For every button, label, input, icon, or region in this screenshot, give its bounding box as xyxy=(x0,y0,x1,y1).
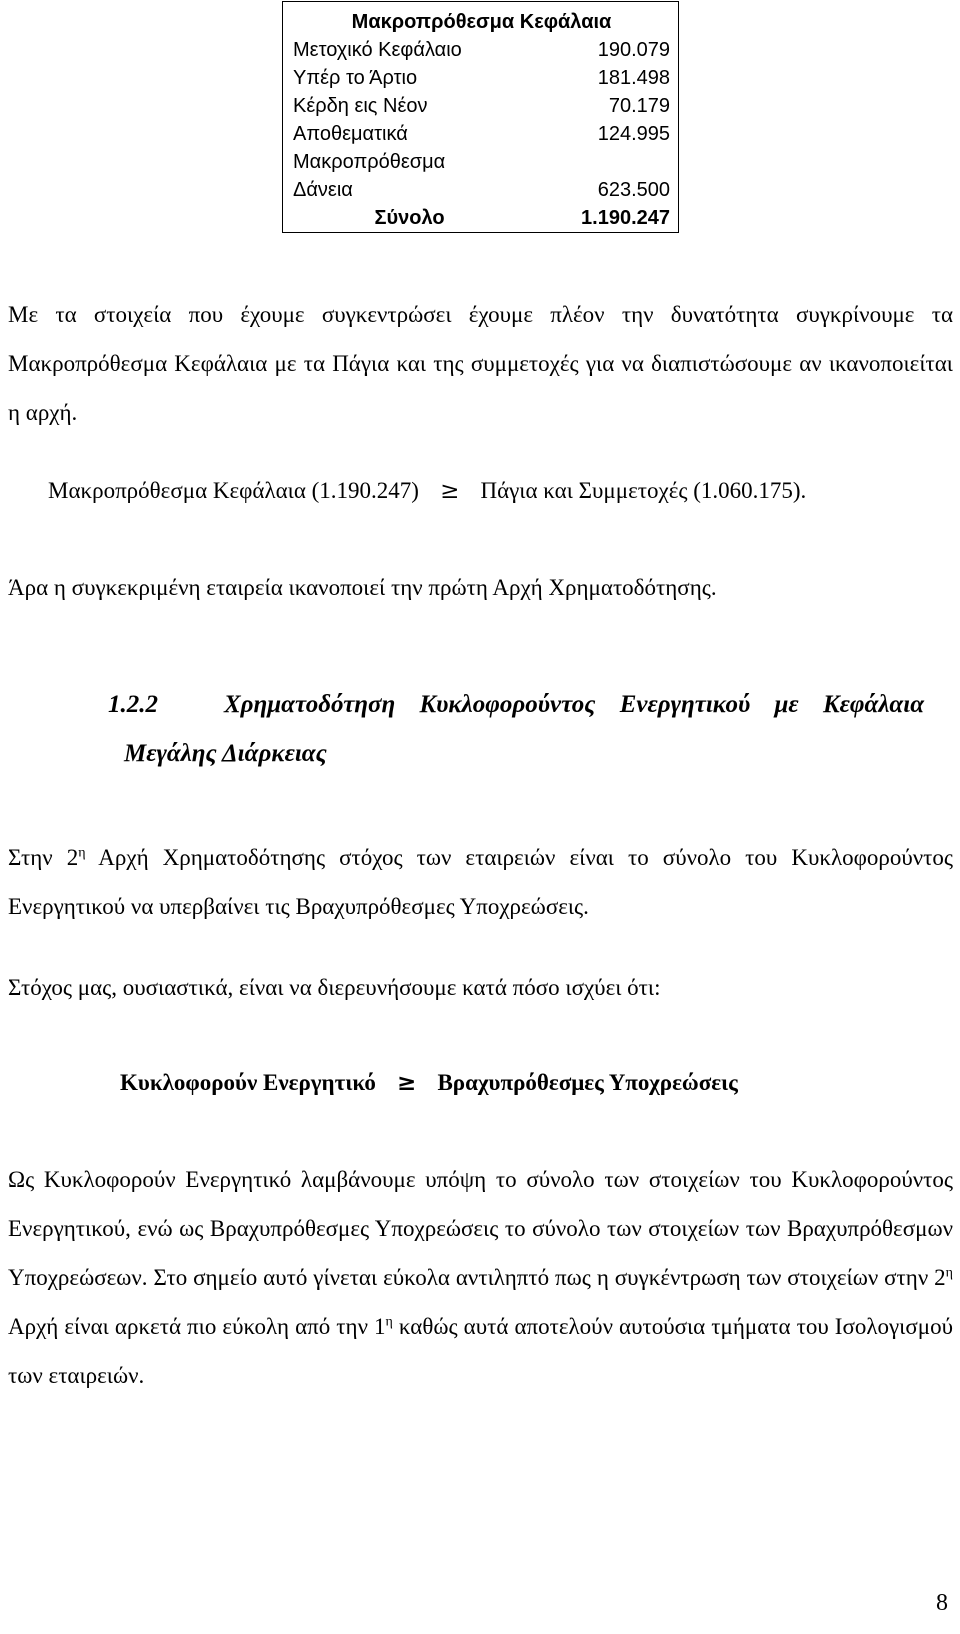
para2-text-b: Αρχή Χρηματοδότησης στόχος των εταιρειών είναι το σύνολο του Κυκλοφορούντος Ενεργητικού να υπερβαίνει τις Βραχυπρόθεσμες Υποχρεώσεις. xyxy=(8,845,953,919)
row-label: Κέρδη εις Νέον xyxy=(293,95,428,117)
comparison-right: Πάγια και Συμμετοχές (1.060.175). xyxy=(480,478,807,503)
row-label: Αποθεματικά xyxy=(293,123,408,145)
row-label xyxy=(283,148,535,204)
comparison-left: Κυκλοφορούν Ενεργητικό xyxy=(120,1070,376,1095)
section-heading xyxy=(8,680,953,778)
para4-text-c: καθώς αυτά αποτελούν αυτούσια τμήματα του Ισολογισμού των εταιρειών. xyxy=(8,1314,953,1388)
row-value: 70.179 xyxy=(608,95,670,117)
long-term-capital-table xyxy=(282,1,679,233)
row-value: 190.079 xyxy=(597,39,670,61)
ordinal-superscript: η xyxy=(78,845,86,861)
row-label: Υπέρ το Άρτιο xyxy=(293,67,418,89)
row-value: 623.500 xyxy=(597,179,670,201)
row-label-line1: Μακροπρόθεσμα xyxy=(293,151,446,173)
row-label: Μετοχικό Κεφάλαιο xyxy=(293,39,462,61)
table-total-row xyxy=(283,204,679,233)
table-row xyxy=(283,36,679,64)
paragraph-goal: Στόχος μας, ουσιαστικά, είναι να διερευνήσουμε κατά πόσο ισχύει ότι: xyxy=(8,975,661,1000)
section-title-line1: Χρηματοδότηση Κυκλοφορούντος Ενεργητικού με Κεφάλαια xyxy=(224,691,925,718)
row-value: 181.498 xyxy=(597,67,670,89)
table-header: Μακροπρόθεσμα Κεφάλαια xyxy=(351,11,612,33)
section-number: 1.2.2 xyxy=(108,691,158,718)
paragraph-second-principle xyxy=(8,833,953,931)
table-row xyxy=(283,92,679,120)
para2-text-a: Στην 2 xyxy=(8,845,79,870)
greater-equal-symbol: ≥ xyxy=(397,1069,417,1096)
comparison-left: Μακροπρόθεσμα Κεφάλαια (1.190.247) xyxy=(48,478,419,503)
comparison-right: Βραχυπρόθεσμες Υποχρεώσεις xyxy=(437,1070,738,1095)
ordinal-superscript: η xyxy=(385,1314,393,1330)
conclusion-text: Άρα η συγκεκριμένη εταιρεία ικανοποιεί την πρώτη Αρχή Χρηματοδότησης. xyxy=(8,575,717,600)
section-title-line2: Μεγάλης Διάρκειας xyxy=(124,740,327,767)
para4-text-a: Ως Κυκλοφορούν Ενεργητικό λαμβάνουμε υπόψη το σύνολο των στοιχείων του Κυκλοφορούντος Ενεργητικού, ενώ ως Βραχυπρόθεσμες Υποχρεώσεις το σύνολο των στοιχείων των Βραχυπρόθεσμων Υποχρεώσεων. Στο σημείο αυτό γίνεται εύκολα αντιληπτό πως η συγκέντρωση των στοιχείων στην 2 xyxy=(8,1167,953,1290)
row-value: 124.995 xyxy=(597,123,670,145)
table-row xyxy=(283,148,679,204)
greater-equal-symbol: ≥ xyxy=(440,478,460,504)
comparison-long-term-capital xyxy=(48,478,806,504)
page-number: 8 xyxy=(936,1590,948,1616)
row-label-line2: Δάνεια xyxy=(293,179,353,201)
table-row xyxy=(283,64,679,92)
total-value: 1.190.247 xyxy=(581,207,670,229)
ordinal-superscript: η xyxy=(945,1265,953,1281)
comparison-current-assets xyxy=(120,1069,738,1096)
para4-text-b: Αρχή είναι αρκετά πιο εύκολη από την 1 xyxy=(8,1314,386,1339)
table-row xyxy=(283,120,679,148)
total-label: Σύνολο xyxy=(374,207,445,229)
paragraph-comparison-intro: Με τα στοιχεία που έχουμε συγκεντρώσει έχουμε πλέον την δυνατότητα συγκρίνουμε τα Μακροπρόθεσμα Κεφάλαια με τα Πάγια και της συμμετοχές για να διαπιστώσουμε αν ικανοποιείται η αρχή. xyxy=(8,302,953,425)
paragraph-current-assets-definition xyxy=(8,1155,953,1400)
